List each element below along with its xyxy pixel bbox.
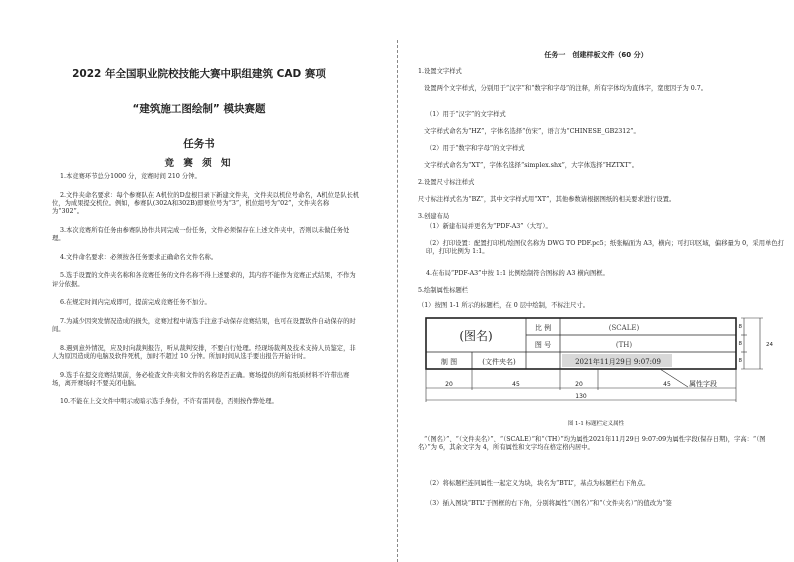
rule-item: 7.为减少因突发情况造成的损失，竞赛过程中请选手注意手动保存竞赛结果，也可在设置软件自动保存的时间。 — [52, 317, 356, 334]
attr-field-label: 属性字段 — [689, 380, 717, 388]
tb-num-label: 图 号 — [534, 341, 552, 349]
tb-scale-label: 比 例 — [534, 324, 552, 332]
paragraph: 1.设置文字样式 — [418, 68, 462, 75]
paragraph: （1）新建布局并更名为“PDF-A3”（大写）。 — [426, 223, 552, 230]
paragraph: “（图名）”、“（文件夹名）”、“（SCALE）”和“（TH）”均为属性2021年11月29日 9:07:09为属性字段(保存日期)，字高：“（图名）”为 6，其余文字为 4，所有属性和文字均在格定格内居中。 — [418, 436, 766, 451]
dim-total: 130 — [575, 393, 587, 400]
dim-right-total: 24 — [766, 342, 773, 348]
page-divider — [397, 40, 398, 562]
tb-folder: (文件夹名) — [482, 358, 516, 366]
rule-item: 10.不能在上交文件中明示或暗示选手身份，不许有雷同卷，否则按作弊处理。 — [60, 398, 278, 406]
paragraph: 2.设置尺寸标注样式 — [418, 179, 475, 186]
dim-right: 8 — [738, 341, 742, 347]
dim-bottom: 45 — [663, 381, 671, 388]
paragraph: （1）用于“汉字”的文字样式 — [426, 111, 506, 118]
paragraph: 文字样式命名为“HZ”，字体名选择“仿宋”，语言为“CHINESE_GB2312”。 — [424, 128, 640, 135]
paragraph: （2）将标题栏连同属性一起定义为块，块名为“BTL”，基点为标题栏右下角点。 — [426, 480, 650, 487]
dim-right: 8 — [738, 358, 742, 364]
rule-item: 2.文件夹命名要求：每个参赛队在 A机位的D盘根目录下新建文件夹，文件夹以机位号命名，A机位是队长机位，为成果提交机位。例如，参赛队(302A和302B)即赛位号为“3”，机位组号为“02”，文件夹名称为“302”。 — [52, 191, 360, 216]
dim-bottom: 45 — [512, 381, 520, 388]
figure-caption: 图 1-1 标题栏定义属性 — [567, 421, 625, 427]
tb-name: (图名) — [459, 329, 493, 343]
tb-date: 2021年11月29日 9:07:09 — [575, 358, 661, 366]
rule-item: 8.遇到意外情况，应及时向裁判报告，听从裁判安排，不要自行处理。经现场裁判及技术支持人员鉴定，非人为原因造成的电脑及软件死机，加时不超过 10 分钟。所加时间从选手要出报告开始计时。 — [52, 344, 356, 360]
rule-item: 6.在规定时间内完成即可，提前完成竞赛任务不加分。 — [60, 299, 211, 307]
rule-item: 4.文件命名要求：必须按各任务要求正确命名文件名称。 — [60, 253, 218, 261]
tb-num-value: (TH) — [615, 341, 633, 349]
dim-right: 8 — [738, 324, 742, 330]
rules-heading: 竞 赛 须 知 — [164, 158, 234, 169]
paragraph: 4.在布局“PDF-A3”中按 1:1 比例绘制符合图标的 A3 横向图框。 — [426, 270, 609, 277]
dim-bottom: 20 — [445, 381, 453, 388]
rule-item: 3.本次竞赛所有任务由参赛队协作共同完成一份任务，文件必须保存在上述文件夹中，否则以未做任务处理。 — [52, 226, 350, 243]
paragraph: （1）按图 1-1 所示的标题栏，在 0 层中绘制，不标注尺寸。 — [418, 302, 589, 309]
title-block-figure — [398, 312, 794, 422]
paragraph: 3.创建布局 — [418, 213, 450, 220]
paragraph: （2）用于“数字和字母”的文字样式 — [426, 145, 525, 152]
task-book-heading: 任务书 — [183, 138, 215, 150]
rules-list — [52, 173, 360, 417]
rule-item: 1.本竞赛环节总分1000 分，竞赛时间 210 分钟。 — [60, 173, 201, 180]
rule-item: 5.选手设置的文件夹名称和各竞赛任务的文件名称不得上述要求的，其内容不能作为竞赛正式结果，不作为评分依据。 — [52, 272, 356, 288]
dim-bottom: 20 — [575, 381, 583, 388]
page-title: 2022 年全国职业院校技能大赛中职组建筑 CAD 赛项 — [72, 68, 326, 80]
rule-item: 9.选手在提交竞赛结果前，务必检查文件夹和文件的名称是否正确。赛场提供的所有纸质材料不许带出赛场，离开赛场时不要关闭电脑。 — [52, 371, 350, 387]
tb-scale-value: (SCALE) — [608, 324, 640, 332]
paragraph: 文字样式命名为“XT”，字体名选择“simplex.shx”，大字体选择“HZTXT”。 — [424, 162, 639, 169]
page-subtitle: “建筑施工图绘制” 模块赛题 — [132, 103, 266, 115]
tb-drawer-label: 制 图 — [440, 358, 458, 366]
paragraph: 尺寸标注样式名为“BZ”，其中文字样式用“XT”，其他参数请根据图纸的相关要求进行设置。 — [418, 196, 676, 203]
paragraph: 5.绘制属性标题栏 — [418, 287, 469, 294]
paragraph: （3）插入图块“BTL”于图框的右下角，分别将属性“（图名）”和“（文件夹名）”的值改为“签 — [426, 500, 672, 507]
paragraph: （2）打印设置：配置打印机/绘图仪名称为 DWG TO PDF.pc5；纸张幅面为 A3，横向；可打印区域，偏移量为 0，采用单色打印，打印比例为 1:1。 — [426, 240, 784, 255]
task-title: 任务一 创建样板文件（60 分） — [544, 51, 648, 59]
paragraph: 设置两个文字样式，分别用于“汉字”和“数字和字母”的注释，所有字体均为直体字，宽度因子为 0.7。 — [424, 85, 708, 92]
